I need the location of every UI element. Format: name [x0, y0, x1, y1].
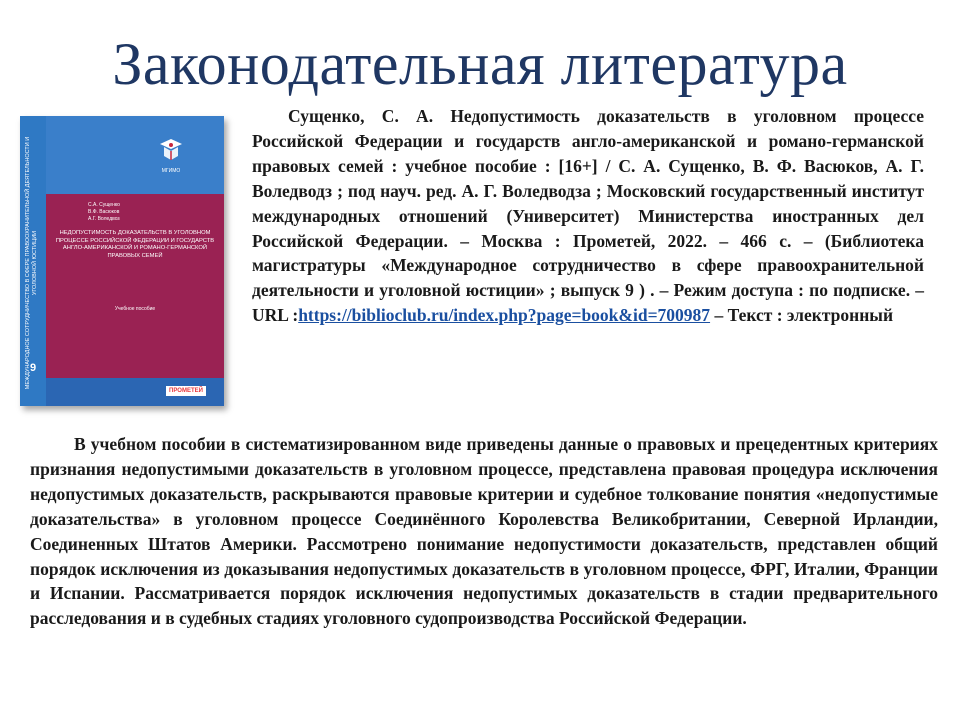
- cover-top-band: [46, 116, 224, 194]
- logo-label: МГИМО: [161, 168, 181, 174]
- citation-text: Сущенко, С. А. Недопустимость доказательств в уголовном процессе Российской Федерации и государств англо-американской и романо-германской правовых семей : учебное пособие : [16+] / С. А. Сущенко, В. Ф. Васюков, А. Г. Воледводз ; под науч. ред. А. Г. Воледводза ; Московский государственный институт международных отношений (Университет) Министерства иностранных дел Российской Федерации. – Москва : Прометей, 2022. – 466 с. – (Библиотека магистратуры «Международное сотрудничество в сфере правоохранительной деятельности и уголовной юстиции» ; выпуск 9 ) . – Режим доступа : по подписке. – URL :: [252, 106, 924, 326]
- cover-author: С.А. Сущенко: [88, 202, 120, 208]
- slide-title: Законодательная литература: [112, 31, 848, 97]
- cover-book-title: НЕДОПУСТИМОСТЬ ДОКАЗАТЕЛЬСТВ В УГОЛОВНОМ ПРОЦЕССЕ РОССИЙСКОЙ ФЕДЕРАЦИИ И ГОСУДАРСТВ АНГЛО-АМЕРИКАНСКОЙ И РОМАНО-ГЕРМАНСКОЙ ПРАВОВЫХ СЕМЕЙ: [55, 230, 215, 259]
- cover-authors: [88, 202, 224, 223]
- cover-author: А.Г. Воледвоз: [88, 216, 120, 222]
- publisher-logo: ПРОМЕТЕЙ: [166, 386, 206, 396]
- book-cover-image: [20, 116, 224, 406]
- bibliographic-citation: [252, 104, 924, 328]
- cover-title-panel: [46, 194, 224, 378]
- cover-bottom-band: [46, 378, 224, 406]
- book-spine-text: МЕЖДУНАРОДНОЕ СОТРУДНИЧЕСТВО В СФЕРЕ ПРАВООХРАНИТЕЛЬНОЙ ДЕЯТЕЛЬНОСТИ И УГОЛОВНОЙ ЮСТИЦИИ: [25, 136, 38, 390]
- book-abstract: В учебном пособии в систематизированном виде приведены данные о правовых и прецедентных критериях признания недопустимыми доказательств в уголовном процессе, представлена правовая процедура исключения недопустимых доказательств, раскрываются правовые критерии и судебное толкование понятия «недопустимые доказательства» в уголовном процессе Соединённого Королевства Великобритании, Северной Ирландии, Соединенных Штатов Америки. Рассмотрено понимание недопустимости доказательств, представлен общий порядок исключения из доказывания недопустимых доказательств в уголовном процессе, ФРГ, Италии, Франции и Испании. Рассматривается порядок исключения недопустимых доказательств в стадии предварительного расследования и в судебных стадиях уголовного судопроизводства Российской Федерации.: [30, 434, 938, 629]
- cover-author: В.Ф. Васюков: [88, 209, 120, 215]
- citation-link[interactable]: https://biblioclub.ru/index.php?page=book&id=700987: [298, 305, 711, 326]
- book-series-number: 9: [29, 362, 37, 374]
- citation-text-end: – Текст : электронный: [710, 305, 894, 326]
- cover-book-type: Учебное пособие: [114, 306, 156, 312]
- university-logo-icon: [156, 136, 186, 166]
